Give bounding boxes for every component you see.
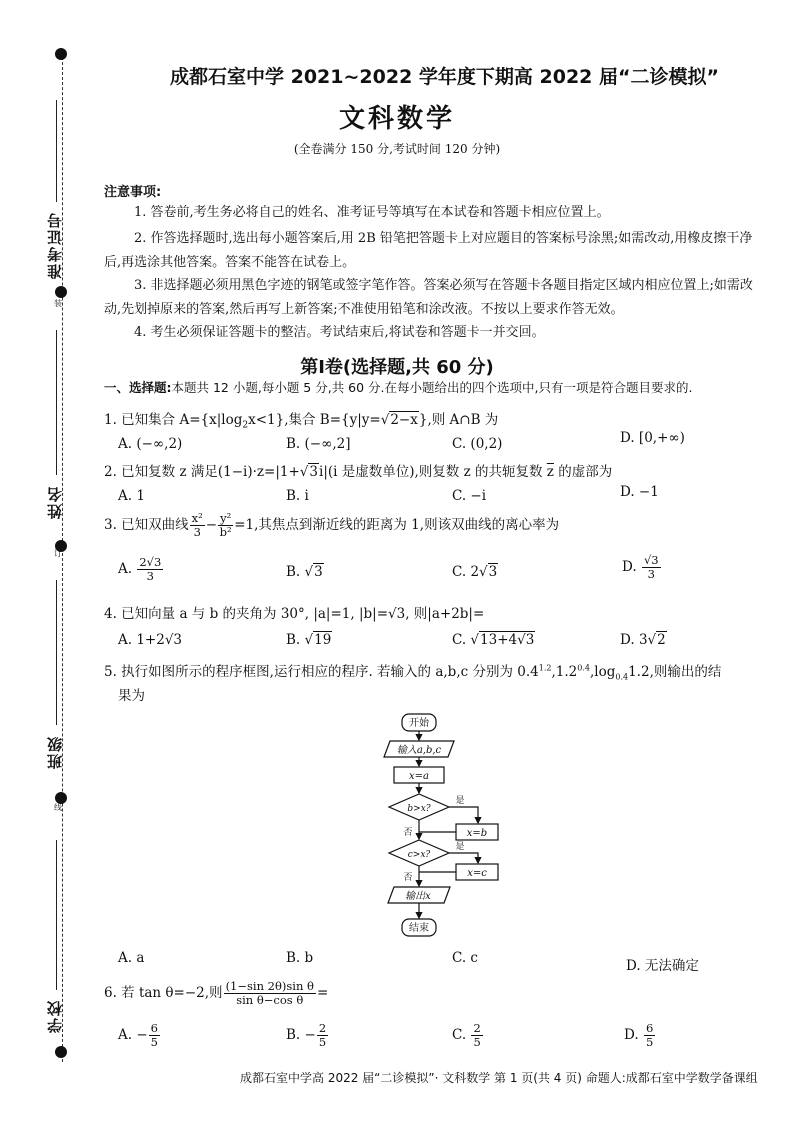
margin-dot-top [55,48,67,60]
question-6: 6. 若 tan θ=−2,则 $\frac{\text{(1−sin 2θ)sin θ}}{\text{sin θ−cos θ}}$ = [104,979,329,1007]
q1-option-d: D. [0,+∞) [620,430,685,446]
exam-subtitle: (全卷满分 150 分,考试时间 120 分钟) [293,142,501,156]
subject-title: 文科数学 [338,104,455,134]
q6-option-a: A. − $\frac{6}{5}$ [118,1021,158,1049]
class-label: 班级 [46,735,64,769]
margin-dot [55,286,67,298]
q1-option-a: A. (−∞,2) [118,436,183,452]
q2-option-d: D. −1 [620,484,659,500]
flow-assign-c-text: x=c [467,868,487,879]
q3-option-b: B. √3 [286,564,323,580]
q1-option-b: B. (−∞,2] [286,436,351,452]
note-item: 1. 答卷前,考生务必将自己的姓名、准考证号等填写在本试卷和答题卡相应位置上。 [134,205,610,220]
flow-end-text: 结束 [409,923,429,934]
q2-option-c: C. −i [452,488,487,504]
flow-output-text: 输出x [405,891,431,902]
q3-option-c: C. 2√3 [452,564,498,580]
program-flowchart [370,710,510,945]
q5-option-c: C. c [452,950,478,966]
flow-no2-text: 否 [403,873,413,883]
q2-option-a: A. 1 [118,488,145,504]
q2-option-b: B. i [286,488,309,504]
flow-yes1-text: 是 [455,796,465,806]
question-5-cont: 果为 [118,688,145,704]
q4-option-d: D. 3√2 [620,632,666,648]
note-item: 2. 作答选择题时,选出每小题答案后,用 2B 铅笔把答题卡上对应题目的答案标号涂黑;如需改动,用橡皮擦干净后,再选涂其他答案。答案不能答在试卷上。 [104,231,753,270]
q6-option-c: C. $\frac{2}{5}$ [452,1021,481,1049]
class-line [56,580,57,725]
q5-option-a: A. a [118,950,145,966]
q5-option-b: B. b [286,950,314,966]
margin-mark: 订 [54,549,62,558]
question-2: 2. 已知复数 z 满足(1−i)·z=|1+√3i|(i 是虚数单位),则复数 z 的共轭复数 $\overline{z}$ 的虚部为 [104,464,613,480]
question-1: 1. 已知集合 $A=\{x|\log_2x<1\}$,集合 B={y|y=√2−x},则 A∩B 为 [104,412,499,431]
question-4: 4. 已知向量 a 与 b 的夹角为 30°, |a|=1, |b|=√3, 则|a+2b|= [104,606,485,622]
name-line [56,330,57,475]
q1-option-c: C. (0,2) [452,436,503,452]
q4-option-b: B. √19 [286,632,332,648]
flow-assign-a-text: x=a [409,771,429,782]
exam-title: 成都石室中学 2021~2022 学年度下期高 2022 届“二诊模拟” [170,66,719,88]
binding-line [62,52,63,1062]
margin-mark: 线 [54,803,62,812]
note-item: 4. 考生必须保证答题卡的整洁。考试结束后,将试卷和答题卡一并交回。 [134,325,545,340]
notes-heading: 注意事项: [104,185,162,200]
flow-start-text: 开始 [409,718,429,729]
admission-number-label: 准考证号 [46,211,64,279]
q3-option-d: D. $\frac{√3}{3}$ [622,553,659,581]
section-instruction [104,378,764,396]
flow-yes2-text: 是 [455,842,465,852]
question-5: 5. 执行如图所示的程序框图,运行相应的程序. 若输入的 a,b,c 分别为 $0.4^{1.2},1.2^{0.4},\log_{0.4}1.2$,则输出的结 [104,663,722,682]
school-line [56,840,57,990]
flow-no1-text: 否 [403,828,413,838]
question-3: 3. 已知双曲线 $\frac{\text{x²}}{3}$ − $\frac{\text{y²}}{\text{b²}}$ =1,其焦点到渐近线的距离为 1,则该双曲线的离心率为 [104,511,560,539]
q6-option-d: D. $\frac{6}{5}$ [624,1021,654,1049]
q3-option-a: A. $\frac{2√3}{3}$ [118,555,162,583]
flow-cond-c-text: c>x? [407,850,431,860]
margin-mark: 装 [54,299,62,308]
name-label: 姓名 [46,485,64,519]
q4-option-c: C. √13+4√3 [452,632,535,648]
flow-input-text: 输入a,b,c [396,745,442,756]
flow-cond-b-text: b>x? [407,804,431,814]
school-label: 学校 [46,999,64,1033]
q5-option-d: D. 无法确定 [626,958,699,974]
note-item: 3. 非选择题必须用黑色字迹的钢笔或签字笔作答。答案必须写在答题卡各题目指定区域内相应位置上;如需改动,先划掉原来的答案,然后再写上新答案;不准使用铅笔和涂改液。不按以上要求作答无效。 [104,278,753,317]
margin-dot-bottom [55,1046,67,1058]
instruction-text: 本题共 12 小题,每小题 5 分,共 60 分.在每小题给出的四个选项中,只有一项是符合题目要求的. [171,380,693,395]
page-footer: 成都石室中学高 2022 届“二诊模拟”· 文科数学 第 1 页(共 4 页) 命题人:成都石室中学数学备课组 [240,1071,758,1085]
flow-assign-b-text: x=b [466,828,488,839]
section-title: 第Ⅰ卷(选择题,共 60 分) [300,357,494,378]
q6-option-b: B. − $\frac{2}{5}$ [286,1021,327,1049]
instruction-bold: 一、选择题: [104,380,172,395]
q4-option-a: A. 1+2√3 [118,632,183,648]
